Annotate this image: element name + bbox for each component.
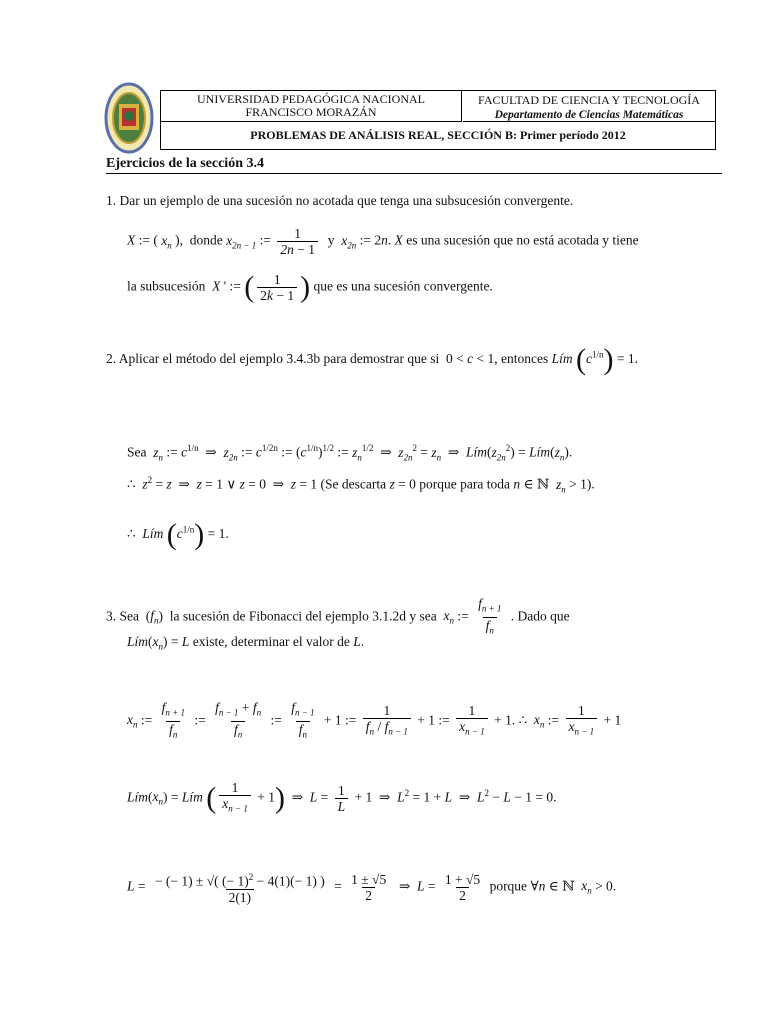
problem-2-sea: Sea: [127, 444, 147, 460]
university-line2: FRANCISCO MORAZÁN: [245, 105, 377, 119]
problem-2-step1: Sea $z_n$ := $c^{1/n}$ ⇒ $z_{2n}$ := $c^{1/2n}$ := $(c^{1/n})^{1/2}$ := $z_n^{1/2}$ ⇒ $z_{2n}^2 = z_n$ ⇒ $Lím(z_{2n}^2)$ = $Lím(z_n)$.: [127, 443, 573, 463]
faculty-cell: [463, 91, 715, 122]
problem-3-text-c: . Dado que: [510, 608, 570, 624]
problem-2-text-b: , entonces: [494, 351, 549, 367]
problem-1-text-c: que es una sucesión convergente.: [313, 278, 493, 294]
problem-3-statement: 3. Sea $(f_n)$ la sucesión de Fibonacci del ejemplo 3.1.2d y sea $x_n$ := $\frac{f_{n + 1}}{f_n}$ . Dado que: [106, 596, 570, 638]
problem-2-text-a: 2. Aplicar el método del ejemplo 3.4.3b para demostrar que si: [106, 351, 440, 367]
problem-3-limit: $Lím(x_n) = L$ existe, determinar el valor de L.: [127, 634, 365, 652]
problem-3-text-b: la sucesión de Fibonacci del ejemplo 3.1.2d y sea: [169, 608, 437, 624]
university-name-cell: [161, 91, 462, 122]
problem-3-derivation: $x_n$ := $\frac{f_{n + 1}}{f_n}$ := $\frac{f_{n - 1} + f_n}{f_n}$ := $\frac{f_{n - 1}}{f_n}$ + 1 := $\frac{1}{f_n / f_{n - 1}}$ + 1 := $\frac{1}{x_{n - 1}}$ + 1. ∴ $x_n$ := $\frac{1}{x_{n - 1}}$ + 1: [127, 700, 621, 742]
course-title: PROBLEMAS DE ANÁLISIS REAL, SECCIÓN B: Primer período 2012: [250, 128, 626, 142]
problem-3-text-d: existe, determinar el valor de: [192, 634, 350, 649]
university-seal-logo: [104, 82, 154, 154]
section-divider: [106, 173, 722, 174]
problem-1-example: X := ( $x_n$ ), donde $x_{2n - 1}$ := $\frac{1}{2n - 1}$ y $x_{2n}$ := 2n. X es una sucesión que no está acotada y tiene: [127, 226, 639, 257]
faculty-name: FACULTAD DE CIENCIA Y TECNOLOGÍA: [478, 93, 700, 107]
section-title: Ejercicios de la sección 3.4: [106, 156, 264, 171]
problem-3-text-a: 3. Sea: [106, 608, 139, 624]
problem-3-solution: L = $\frac{- (- 1) \pm √( (- 1)^2 - 4(1)(- 1) )}{2(1)}$ = $\frac{1 \pm √5}{2}$ ⇒ L = $\frac{1 + √5}{2}$ porque ∀n ∈ ℕ $x_n > 0$.: [127, 871, 617, 905]
problem-2-step2: ∴ $z^2 = z$ ⇒ z = 1 ∨ z = 0 ⇒ z = 1 (Se descarta z = 0 porque para toda n ∈ ℕ $z_n > 1$).: [127, 475, 595, 495]
problem-1-text-a: es una sucesión que no está acotada y tiene: [406, 232, 639, 248]
problem-1-statement: 1. Dar un ejemplo de una sucesión no acotada que tenga una subsucesión convergente.: [106, 193, 574, 208]
problem-1-text-b: la subsucesión: [127, 278, 206, 294]
problem-2-conclusion: ∴ Lím $(c^{1/n}) = 1$.: [127, 518, 229, 551]
header-table: [160, 90, 716, 150]
university-line1: UNIVERSIDAD PEDAGÓGICA NACIONAL: [197, 92, 425, 106]
problem-3-text-e: porque: [489, 878, 528, 894]
problem-2-statement: 2. Aplicar el método del ejemplo 3.4.3b para demostrar que si 0 < c < 1, entonces Lím $(c^{1/n}) = 1$.: [106, 343, 639, 376]
problem-2-text-c: (Se descarta: [320, 476, 387, 492]
problem-1-subsequence: la subsucesión X ' := ( $\frac{1}{2k - 1}$ ) que es una sucesión convergente.: [127, 270, 493, 304]
problem-2-text-d: porque para toda: [419, 476, 510, 492]
problem-3-equation: $Lím(x_n)$ = Lím ( $\frac{1}{x_{n - 1}}$ + 1) ⇒ L = $\frac{1}{L}$ + 1 ⇒ $L^2 = 1 + L$ ⇒ $L^2 - L - 1 = 0$.: [127, 780, 556, 817]
department-name: Departamento de Ciencias Matemáticas: [494, 109, 684, 121]
